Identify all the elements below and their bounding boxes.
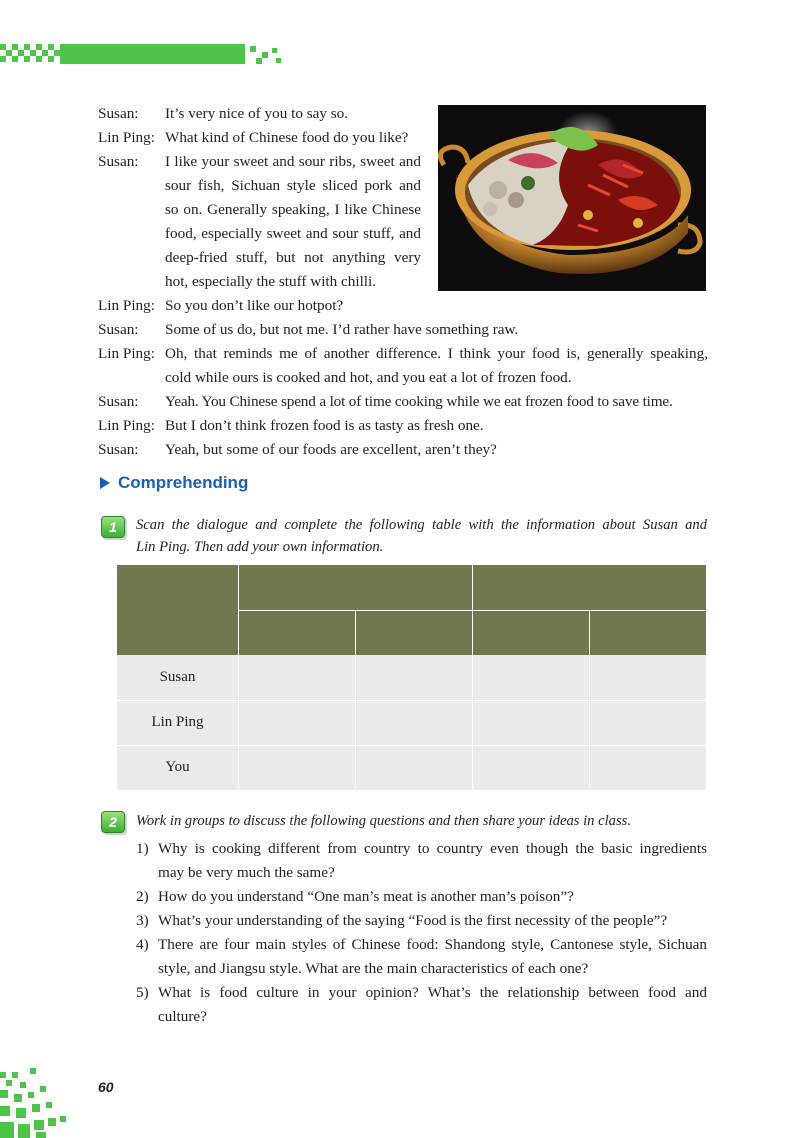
speaker: Lin Ping: bbox=[98, 129, 155, 146]
info-table bbox=[117, 565, 706, 790]
page-number: 60 bbox=[98, 1079, 114, 1095]
speaker: Susan: bbox=[98, 105, 139, 122]
hotpot-photo bbox=[438, 105, 706, 291]
utterance: So you don’t like our hotpot? bbox=[165, 297, 344, 314]
utterance: Yeah, but some of our foods are excellent, aren’t they? bbox=[165, 441, 497, 458]
speaker: Lin Ping: bbox=[98, 417, 155, 434]
task2-instruction: Work in groups to discuss the following questions and then share your ideas in class. bbox=[136, 813, 631, 829]
table-row-label: You bbox=[117, 745, 238, 790]
task-number-badge: 2 bbox=[101, 811, 125, 833]
section-title: Comprehending bbox=[118, 473, 249, 492]
utterance: Yeah. You Chinese spend a lot of time cooking while we eat frozen food to save time. bbox=[165, 393, 673, 410]
task1-instruction: Scan the dialogue and complete the following table with the information about Susan and Lin Ping. Then add your own information. bbox=[136, 517, 707, 555]
speaker: Susan: bbox=[98, 321, 139, 338]
dialogue-line bbox=[98, 390, 708, 414]
table-row-label: Lin Ping bbox=[117, 700, 238, 745]
dialogue-line bbox=[98, 414, 708, 438]
utterance: It’s very nice of you to say so. bbox=[165, 105, 349, 122]
dialogue-line bbox=[98, 318, 708, 342]
header-decoration bbox=[0, 44, 290, 66]
utterance: But I don’t think frozen food is as tasty as fresh one. bbox=[165, 417, 484, 434]
speaker: Susan: bbox=[98, 393, 139, 410]
triangle-icon bbox=[100, 477, 110, 489]
list-item: 5) What is food culture in your opinion? What’s the relationship between food and culture? bbox=[136, 984, 707, 1025]
table-row-label: Susan bbox=[117, 655, 238, 700]
list-item: 2) How do you understand “One man’s meat is another man’s poison”? bbox=[136, 888, 574, 905]
list-item: 1) Why is cooking different from country to country even though the basic ingredients may be very much the same? bbox=[136, 840, 707, 881]
task-number-badge: 1 bbox=[101, 516, 125, 538]
hotpot-illustration bbox=[438, 105, 706, 291]
header-bar bbox=[60, 44, 245, 64]
speaker: Lin Ping: bbox=[98, 345, 155, 362]
dialogue-line bbox=[98, 342, 708, 390]
list-item: 3) What’s your understanding of the saying “Food is the first necessity of the people”? bbox=[136, 912, 668, 929]
speaker: Susan: bbox=[98, 441, 139, 458]
dialogue-line bbox=[98, 294, 708, 318]
list-item: 4) There are four main styles of Chinese food: Shandong style, Cantonese style, Sichuan style, and Jiangsu style. What are the main characteristics of each one? bbox=[136, 936, 707, 977]
question-list bbox=[136, 837, 707, 1029]
speaker: Lin Ping: bbox=[98, 297, 155, 314]
utterance: Some of us do, but not me. I’d rather have something raw. bbox=[165, 321, 519, 338]
utterance: I like your sweet and sour ribs, sweet and sour fish, Sichuan style sliced pork and so on. Generally speaking, I like Chinese food, especially sweet and sour stuff, and deep-fried stuff, but not anything very hot, especially the stuff with chilli. bbox=[165, 153, 421, 290]
section-heading bbox=[100, 473, 248, 493]
speaker: Susan: bbox=[98, 153, 139, 170]
utterance: What kind of Chinese food do you like? bbox=[165, 129, 409, 146]
footer-decoration bbox=[0, 1068, 90, 1138]
dialogue-line bbox=[98, 438, 708, 462]
utterance: Oh, that reminds me of another difference. I think your food is, generally speaking, cold while ours is cooked and hot, and you eat a lot of frozen food. bbox=[165, 345, 708, 386]
